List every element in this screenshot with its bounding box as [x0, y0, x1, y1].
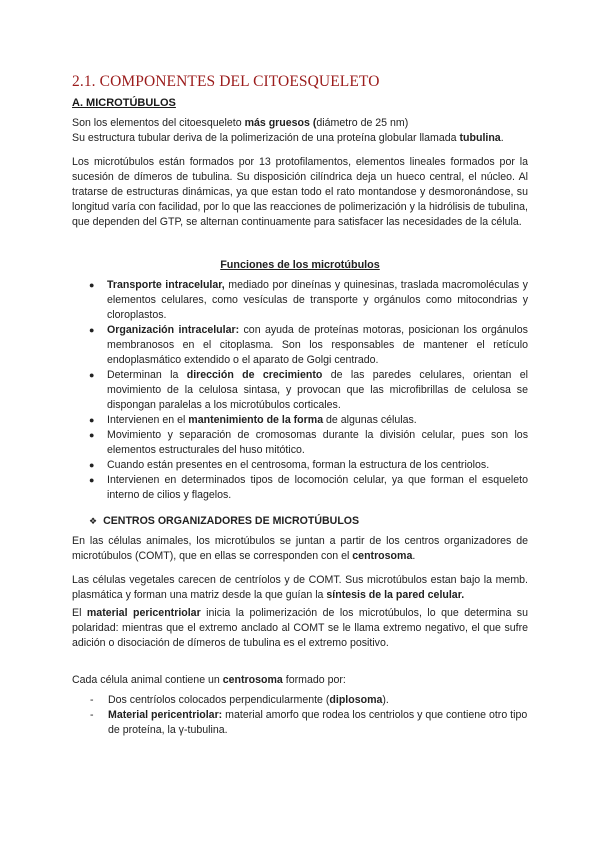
item-text: Determinan la [107, 369, 187, 381]
dash-bullet: - [90, 694, 94, 706]
bullet-icon: ● [89, 415, 95, 425]
paragraph-bold: centrosoma [222, 674, 283, 686]
item-text: de algunas células. [323, 414, 417, 426]
list-item [72, 458, 528, 473]
chapter-heading: 2.1. COMPONENTES DEL CITOESQUELETO [72, 73, 380, 90]
paragraph-text: El [72, 607, 87, 619]
paragraph-bold: material pericentriolar [86, 607, 201, 619]
item-text: con ayuda de proteínas motoras, posicionan los orgánulos membranosos en el citoplasma. Son los responsables de mantener el retículo endoplasmático extendido o el aparato de Golgi centrado. [107, 324, 528, 366]
paragraph-plant [72, 573, 528, 603]
paragraph-pericentriolar [72, 606, 528, 651]
item-text: de las paredes celulares, orientan el movimiento de la celulosa sintasa, y provocan que las microfibrillas de celulosa se dispongan paralelas a los microtúbulos corticales. [107, 369, 528, 411]
intro-line-1 [72, 116, 528, 131]
list-item [72, 413, 528, 428]
paragraph-text: Los microtúbulos están formados por 13 protofilamentos, elementos lineales formados por la sucesión de dímeros de tubulina. Su disposición cilíndrica deja un hueco central, el núcleo. Al tratarse de estructuras dinámicas, ya que estan todo el rato montandose y desmoronándose, su longitud varía con facilidad, por lo que las reacciones de polimerización y la hidrólisis de tubulina, que dependen del GTP, se alternan continuamente para satisfacer las necesidades de la célula. [72, 156, 528, 228]
list-item [72, 708, 528, 738]
paragraph-text: inicia la polimerización de los microtúbulos, lo que determina su polaridad: mientras que el extremo anclado al COMT se le llama extremo negativo, el que sufre adición o disociación de dímeros de tubulina es el extremo positivo. [72, 607, 528, 649]
paragraph-centrosome [72, 673, 528, 688]
bullet-icon: ● [89, 280, 95, 290]
diamond-bullet-icon: ❖ [89, 516, 98, 526]
intro-text: Su estructura tubular deriva de la polimerización de una proteína globular llamada [72, 132, 460, 144]
paragraph-text: formado por: [282, 674, 346, 686]
item-bold: Organización intracelular: [107, 324, 240, 336]
paragraph-text: Las células vegetales carecen de centríolos y de COMT. Sus microtúbulos estan bajo la memb. plasmática y forman una matriz desde la que guían la [72, 574, 528, 601]
bullet-icon: ● [89, 430, 95, 440]
section-heading: A. MICROTÚBULOS [72, 97, 176, 109]
item-bold: Transporte intracelular, [107, 279, 225, 291]
item-text: Intervienen en el [107, 414, 189, 426]
intro-text: . [500, 132, 504, 144]
item-text: Intervienen en determinados tipos de locomoción celular, ya que forman el esqueleto interno de cilios y flagelos. [107, 474, 528, 501]
intro-line-2 [72, 131, 528, 146]
functions-title: Funciones de los microtúbulos [220, 259, 380, 271]
paragraph-text: . [412, 550, 416, 562]
dash-bullet: - [90, 709, 94, 721]
list-item [72, 428, 528, 458]
list-item [72, 693, 528, 708]
paragraph-text: Cada célula animal contiene un [72, 674, 223, 686]
list-item [72, 323, 528, 368]
paragraph-animal [72, 534, 528, 564]
item-text: mediado por dineínas y quinesinas, traslada macromoléculas y elementos celulares, como vesículas de transporte y orgánulos como mitocondrias y cloroplastos. [107, 279, 528, 321]
paragraph-bold: centrosoma [352, 550, 413, 562]
item-bold: Material pericentriolar: [108, 709, 223, 721]
item-text: ). [382, 694, 389, 706]
item-bold: dirección de crecimiento [186, 369, 323, 381]
paragraph-structure [72, 155, 528, 230]
bullet-icon: ● [89, 475, 95, 485]
bullet-icon: ● [89, 370, 95, 380]
list-item [72, 368, 528, 413]
intro-bold: más gruesos ( [244, 117, 317, 129]
item-text: Cuando están presentes en el centrosoma, forman la estructura de los centriolos. [107, 459, 490, 471]
bullet-icon: ● [89, 460, 95, 470]
centrosome-list [72, 693, 528, 738]
intro-text: diámetro de 25 nm) [316, 117, 409, 129]
item-bold: diplosoma [329, 694, 383, 706]
item-text: Dos centríolos colocados perpendicularmente ( [108, 694, 330, 706]
list-item [72, 473, 528, 503]
intro-text: Son los elementos del citoesqueleto [72, 117, 245, 129]
paragraph-bold: síntesis de la pared celular. [326, 589, 465, 601]
paragraph-text: En las células animales, los microtúbulos se juntan a partir de los centros organizadores de microtúbulos (COMT), que en ellas se corresponden con el [72, 535, 528, 562]
item-text: Movimiento y separación de cromosomas durante la división celular, pues son los elementos estructurales del huso mitótico. [107, 429, 528, 456]
centros-heading [89, 514, 359, 529]
item-bold: mantenimiento de la forma [188, 414, 324, 426]
functions-list [72, 278, 528, 503]
intro-bold: tubulina [459, 132, 501, 144]
list-item [72, 278, 528, 323]
bullet-icon: ● [89, 325, 95, 335]
centros-title: CENTROS ORGANIZADORES DE MICROTÚBULOS [103, 515, 360, 527]
item-text: material amorfo que rodea los centriolos y que contiene otro tipo de proteína, la γ-tubulina. [108, 709, 528, 736]
